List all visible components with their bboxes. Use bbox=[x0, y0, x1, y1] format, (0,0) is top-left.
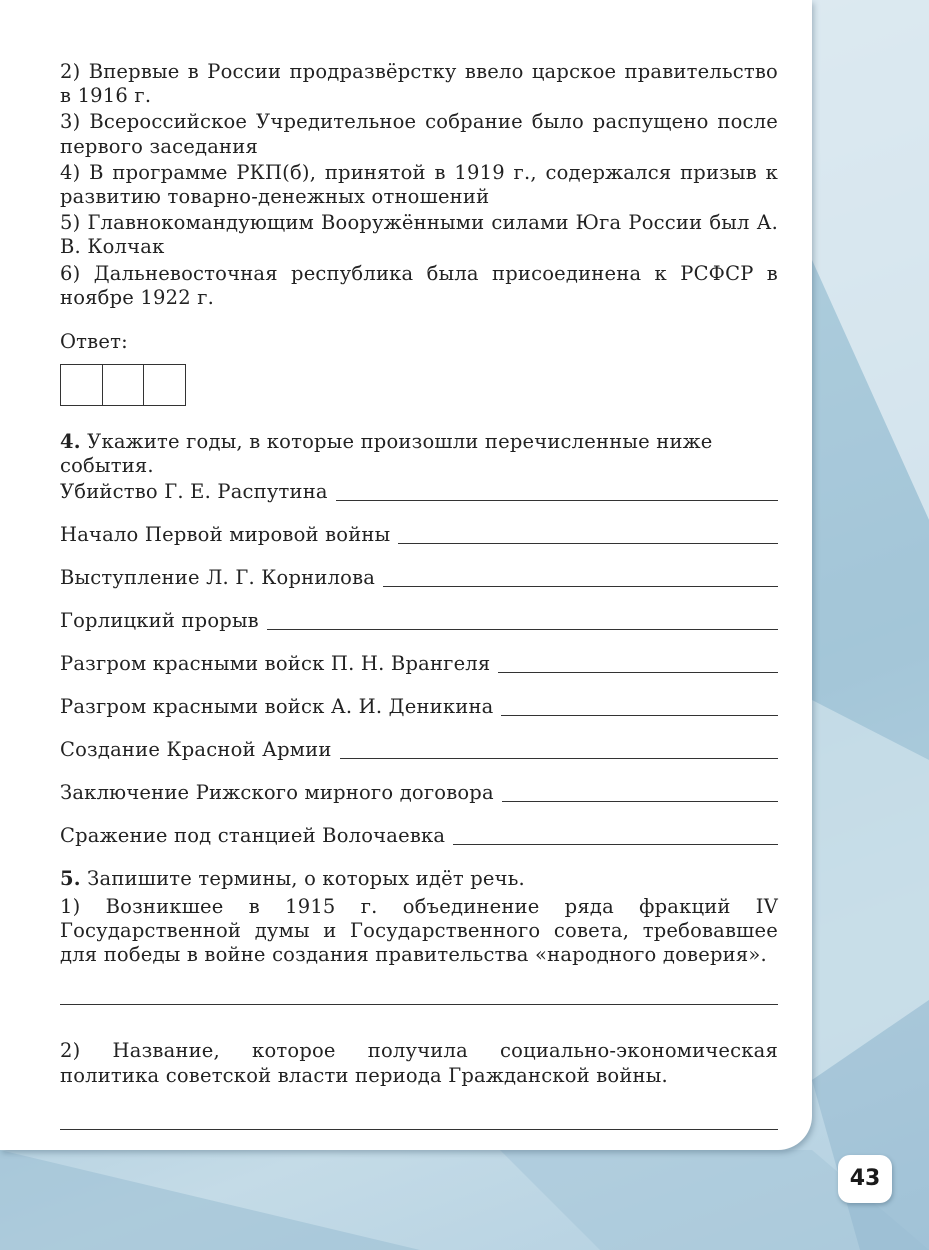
task5-heading bbox=[60, 867, 778, 891]
answer-line[interactable] bbox=[383, 586, 778, 587]
event-label: Разгром красными войск П. Н. Врангеля bbox=[60, 652, 491, 676]
event-label: Выступление Л. Г. Корнилова bbox=[60, 566, 376, 590]
event-label: Создание Красной Армии bbox=[60, 738, 332, 762]
answer-line[interactable] bbox=[340, 758, 778, 759]
answer-box[interactable] bbox=[144, 365, 185, 405]
answer-line[interactable] bbox=[501, 715, 778, 716]
answer-line[interactable] bbox=[398, 543, 778, 544]
event-label: Горлицкий прорыв bbox=[60, 609, 259, 633]
event-row bbox=[60, 696, 778, 720]
answer-line[interactable] bbox=[336, 500, 778, 501]
task3-option-4: 4) В программе РКП(б), принятой в 1919 г., содержался призыв к развитию товарно-денежных отношений bbox=[60, 160, 778, 209]
event-row bbox=[60, 567, 778, 591]
answer-line[interactable] bbox=[267, 629, 778, 630]
event-row bbox=[60, 481, 778, 505]
event-row bbox=[60, 653, 778, 677]
answer-box[interactable] bbox=[103, 365, 145, 405]
answer-line[interactable] bbox=[498, 672, 778, 673]
task5-title: Запишите термины, о которых идёт речь. bbox=[87, 866, 525, 890]
task4-title: Укажите годы, в которые произошли перечисленные ниже события. bbox=[60, 430, 713, 478]
task5-number: 5. bbox=[60, 866, 81, 890]
task3-option-5: 5) Главнокомандующим Вооружёнными силами Юга России был А. В. Колчак bbox=[60, 211, 778, 259]
event-label: Заключение Рижского мирного договора bbox=[60, 781, 494, 805]
event-label: Начало Первой мировой войны bbox=[60, 523, 391, 547]
event-label: Убийство Г. Е. Распутина bbox=[60, 480, 328, 504]
answer-label: Ответ: bbox=[60, 330, 128, 354]
page-number: 43 bbox=[838, 1155, 892, 1203]
answer-boxes bbox=[60, 364, 186, 406]
event-row bbox=[60, 782, 778, 806]
event-row bbox=[60, 739, 778, 763]
task4-number: 4. bbox=[60, 430, 81, 454]
answer-line[interactable] bbox=[60, 1003, 778, 1005]
event-label: Сражение под станцией Волочаевка bbox=[60, 824, 446, 848]
task5-question-2: 2) Название, которое получила социально-экономическая политика советской власти периода Гражданской войны. bbox=[60, 1039, 778, 1087]
answer-line[interactable] bbox=[60, 1128, 778, 1130]
answer-box[interactable] bbox=[61, 365, 103, 405]
task5-question-1: 1) Возникшее в 1915 г. объединение ряда фракций IV Государственной думы и Государственного совета, требовавшее для победы в войне создания правительства «народного доверия». bbox=[60, 894, 778, 967]
event-row bbox=[60, 524, 778, 548]
task3-option-3: 3) Всероссийское Учредительное собрание было распущено после первого заседания bbox=[60, 110, 778, 158]
event-label: Разгром красными войск А. И. Деникина bbox=[60, 695, 494, 719]
event-row bbox=[60, 610, 778, 634]
task4-heading bbox=[60, 430, 778, 478]
page-content bbox=[60, 60, 778, 1130]
answer-line[interactable] bbox=[453, 844, 778, 845]
answer-line[interactable] bbox=[502, 801, 778, 802]
event-row bbox=[60, 825, 778, 849]
task3-option-2: 2) Впервые в России продразвёрстку ввело царское правительство в 1916 г. bbox=[60, 60, 778, 108]
task3-option-6: 6) Дальневосточная республика была присоединена к РСФСР в ноябре 1922 г. bbox=[60, 261, 778, 309]
